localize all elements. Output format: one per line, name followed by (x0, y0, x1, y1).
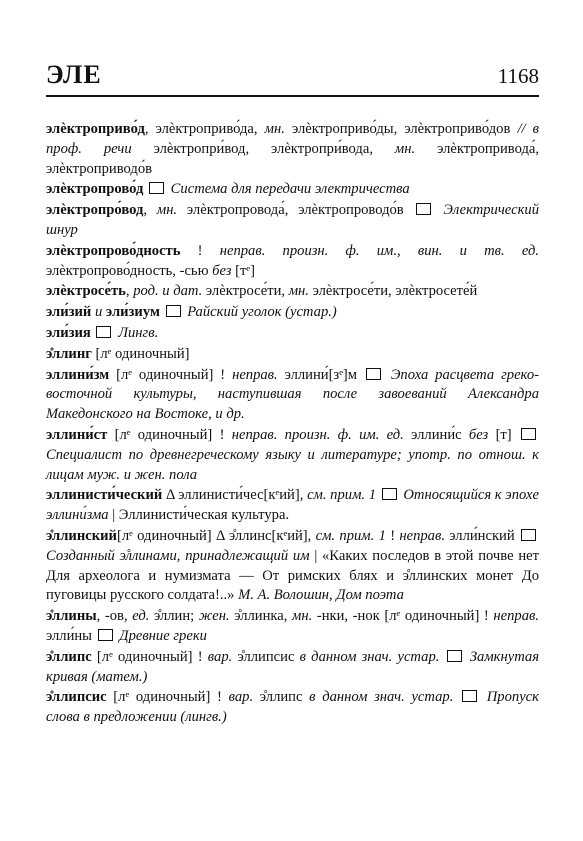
italic-text: неправ. произн. ф. им., вин. и тв. ед. (219, 242, 539, 259)
entry-text: э̊ллипс (253, 689, 310, 706)
dictionary-entry (46, 688, 539, 728)
headword: элѐктропрово́дность (46, 242, 181, 259)
entry-text: эллини́[зᵉ]м (277, 366, 364, 383)
italic-text: ед. (132, 608, 150, 625)
square-marker-icon (149, 182, 164, 194)
entry-text: э̊ллин; (149, 608, 199, 625)
entry-text: , -ов, (96, 608, 133, 625)
running-head-word: ЭЛЕ (46, 60, 102, 89)
italic-text: М. А. Волошин, Дом поэта (238, 587, 404, 604)
square-marker-icon (96, 326, 111, 338)
entry-text: элѐктросе́ти, элѐктросете́й (308, 283, 478, 300)
italic-text: Эпоха расцвета греко-восточной культуры, наступившая после завоеваний Александра Македонского на Востоке, и др. (46, 366, 539, 423)
headword: элѐктропро́вод (46, 202, 144, 219)
italic-text: вар. (207, 648, 233, 665)
dictionary-entry (46, 201, 539, 241)
dictionary-entry (46, 527, 539, 606)
headword: э̊ллипс (46, 648, 92, 665)
italic-text: Пропуск слова в предложении (лингв.) (46, 689, 539, 726)
dictionary-entry (46, 242, 539, 282)
dictionary-entries (46, 120, 539, 729)
italic-text: Созданный э̊ллинами, принадлежащий им (46, 547, 310, 564)
entry-text: элѐктросе́ти, (202, 283, 289, 300)
square-marker-icon (366, 368, 381, 380)
entry-text: э̊ллипсис (232, 648, 300, 665)
entry-text: э̊ллинка, (229, 608, 293, 625)
entry-text: [лᵉ одиночный] (91, 345, 190, 362)
entry-text: элѐктропри́вод, элѐктропри́вода, (131, 140, 395, 157)
dictionary-entry (46, 607, 539, 647)
entry-text: элѐктроприво́ды, элѐктроприво́дов (284, 121, 518, 137)
entry-text (453, 689, 460, 705)
square-marker-icon (382, 488, 397, 500)
headword: эли́зиум (105, 304, 160, 321)
headword: элѐктросе́ть (46, 283, 126, 300)
italic-text: неправ. произн. ф. им. ед. (231, 426, 404, 443)
dictionary-entry (46, 282, 539, 302)
dictionary-entry (46, 486, 539, 526)
entry-text: [лᵉ одиночный] ! (106, 689, 229, 706)
square-marker-icon (521, 428, 536, 440)
italic-text: // в проф. речи (46, 121, 539, 157)
entry-text: ! (180, 242, 220, 259)
italic-text: род. и дат. (133, 283, 203, 300)
italic-text: неправ. (493, 608, 539, 625)
headword: элѐктропрово́д (46, 181, 144, 198)
italic-text: без (212, 262, 232, 279)
italic-text: Электрический шнур (46, 202, 539, 238)
square-marker-icon (462, 690, 477, 702)
entry-text: , (143, 202, 157, 219)
italic-text: жен. (198, 608, 230, 625)
italic-text: Специалист по древнегреческому языку и литературе; употр. по отнош. к лицам муж. и жен. пола (46, 446, 539, 483)
entry-text: Δ эллинисти́чес[кᵉий], (162, 487, 308, 504)
italic-text: Древние греки (115, 627, 207, 644)
entry-text: элѐктропровода́, элѐктропроводо́в (177, 202, 414, 219)
italic-text: Райский уголок (устар.) (183, 304, 337, 321)
dictionary-entry (46, 648, 539, 688)
dictionary-entry (46, 120, 539, 179)
entry-text: элли́нский (444, 527, 519, 544)
headword: эли́зий (46, 304, 92, 321)
headword: эли́зия (46, 324, 91, 341)
italic-text: Замкнутая кривая (матем.) (46, 648, 539, 685)
entry-text: [лᵉ одиночный] Δ э̊ллинс[кᵉий], (116, 527, 316, 544)
headword: эллинисти́ческий (46, 487, 163, 504)
entry-text: элѐктропрово́дность, -сью (46, 262, 213, 279)
entry-text (439, 649, 444, 665)
square-marker-icon (447, 650, 462, 662)
entry-text (376, 487, 380, 503)
page-header (46, 60, 539, 94)
italic-text: см. прим. 1 (315, 527, 386, 544)
italic-text: в данном знач. устар. (309, 689, 454, 706)
italic-text: и (91, 304, 106, 321)
entry-text: -нки, -нок [лᵉ одиночный] ! (312, 608, 494, 625)
entry-text (91, 325, 95, 341)
square-marker-icon (166, 305, 181, 317)
italic-text: мн. (264, 121, 285, 137)
entry-text: | «Каких последов в этой почве нет Для археолога и нумизмата — От римских блях и э̊ллинских монет До пуговицы русского солдата!..» (46, 547, 539, 604)
dictionary-entry (46, 303, 539, 323)
square-marker-icon (98, 629, 113, 641)
dictionary-entry (46, 366, 539, 425)
dictionary-entry (46, 324, 539, 344)
italic-text: без (468, 426, 489, 443)
headword: элѐктроприво́д (46, 121, 145, 137)
dictionary-entry (46, 426, 539, 485)
headword: э̊ллипсис (46, 689, 107, 706)
entry-text: | Эллинисти́ческая культура. (108, 507, 290, 524)
italic-text: неправ. (232, 366, 278, 383)
dictionary-entry (46, 180, 539, 200)
italic-text: неправ. (399, 527, 445, 544)
italic-text: в данном знач. устар. (299, 648, 440, 665)
entry-text: элѐктропривода́, элѐктроприводо́в (46, 140, 540, 177)
italic-text: мн. (292, 608, 313, 625)
entry-text: [тᵉ] (231, 262, 255, 279)
page-number: 1168 (497, 64, 539, 88)
headword: эллини́зм (46, 366, 110, 383)
entry-text: ! (385, 527, 400, 544)
headword: э̊ллины (46, 608, 97, 625)
entry-text: эллини́с (403, 426, 469, 443)
italic-text: мн. (156, 202, 178, 219)
headword: эллини́ст (46, 426, 108, 443)
headword: э̊ллинг (46, 345, 92, 362)
header-rule (46, 95, 539, 97)
entry-text: [лᵉ одиночный] ! (109, 366, 233, 383)
square-marker-icon (416, 203, 431, 215)
entry-text: , элѐктроприво́да, (144, 121, 265, 137)
entry-text: [т] (488, 426, 519, 443)
italic-text: Относящийся к эпохе эллини́зма (46, 487, 540, 524)
entry-text (143, 181, 147, 197)
square-marker-icon (521, 529, 536, 541)
entry-text: [лᵉ одиночный] ! (91, 648, 208, 665)
italic-text: см. прим. 1 (307, 487, 377, 504)
entry-text: элли́ны (46, 627, 96, 644)
italic-text: вар. (228, 689, 254, 706)
italic-text: Система для передачи электричества (167, 181, 410, 198)
italic-text: мн. (288, 283, 309, 300)
entry-text: , (125, 283, 134, 300)
headword: э̊ллинский (46, 527, 117, 544)
entry-text: [лᵉ одиночный] ! (107, 426, 232, 443)
entry-text (160, 304, 164, 320)
italic-text: Лингв. (114, 324, 159, 341)
italic-text: мн. (394, 140, 416, 157)
dictionary-entry (46, 345, 539, 365)
